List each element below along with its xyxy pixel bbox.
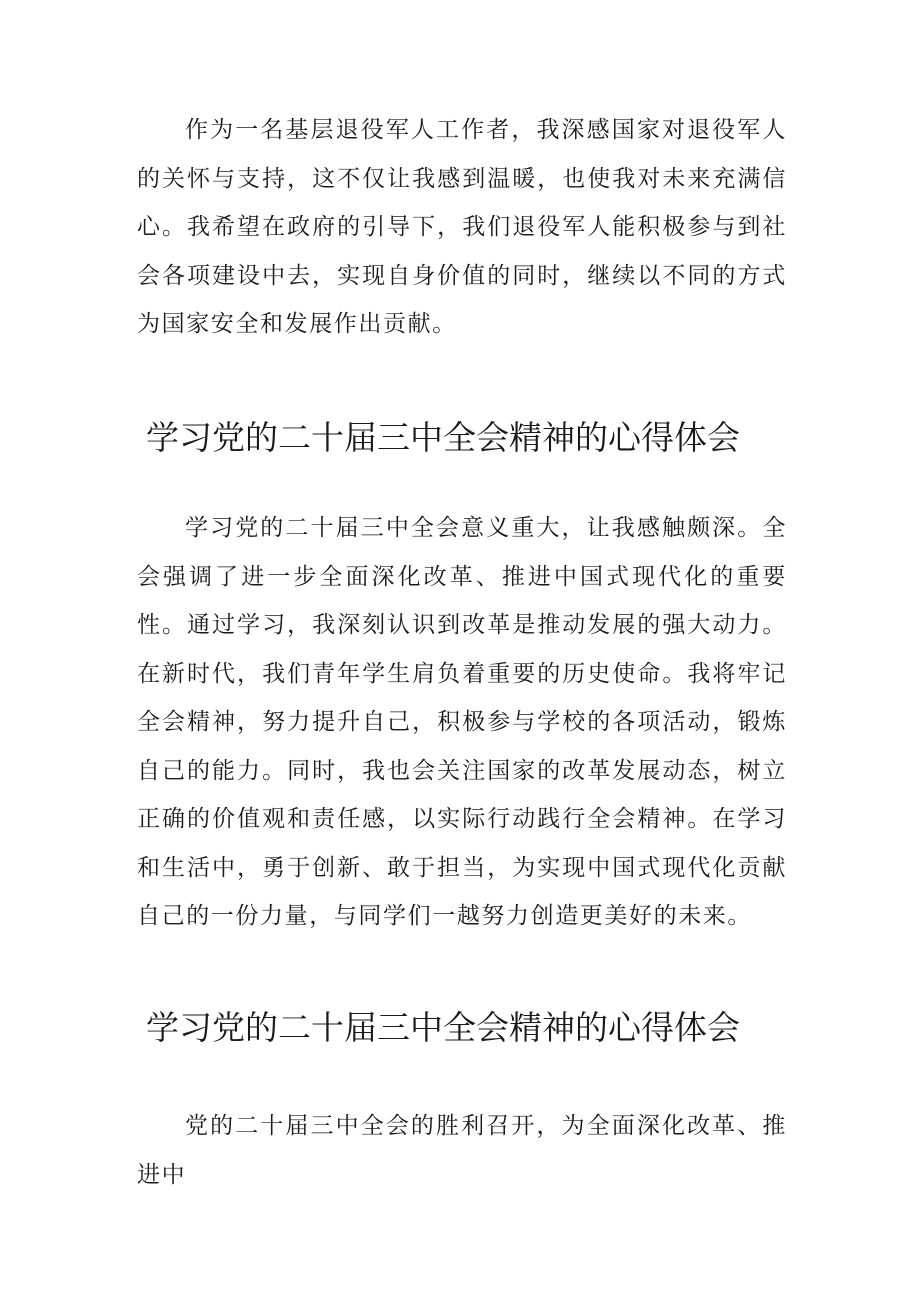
body-paragraph-1: 作为一名基层退役军人工作者，我深感国家对退役军人的关怀与支持，这不仅让我感到温暖，也使我对未来充满信心。我希望在政府的引导下，我们退役军人能积极参与到社会各项建设中去，实现自身价值的同时，继续以不同的方式为国家安全和发展作出贡献。: [137, 117, 787, 337]
body-paragraph-3: 党的二十届三中全会的胜利召开，为全面深化改革、推进中: [137, 1113, 787, 1188]
body-paragraph-2: 学习党的二十届三中全会意义重大，让我感触颇深。全会强调了进一步全面深化改革、推进中国式现代化的重要性。通过学习，我深刻认识到改革是推动发展的强大动力。在新时代，我们青年学生肩负着重要的历史使命。我将牢记全会精神，努力提升自己，积极参与学校的各项活动，锻炼自己的能力。同时，我也会关注国家的改革发展动态，树立正确的价值观和责任感，以实际行动践行全会精神。在学习和生活中，勇于创新、敢于担当，为实现中国式现代化贡献自己的一份力量，与同学们一越努力创造更美好的未来。: [137, 515, 787, 929]
section-heading-1: 学习党的二十届三中全会精神的心得体会: [146, 418, 740, 457]
section-heading-2: 学习党的二十届三中全会精神的心得体会: [146, 1008, 740, 1047]
